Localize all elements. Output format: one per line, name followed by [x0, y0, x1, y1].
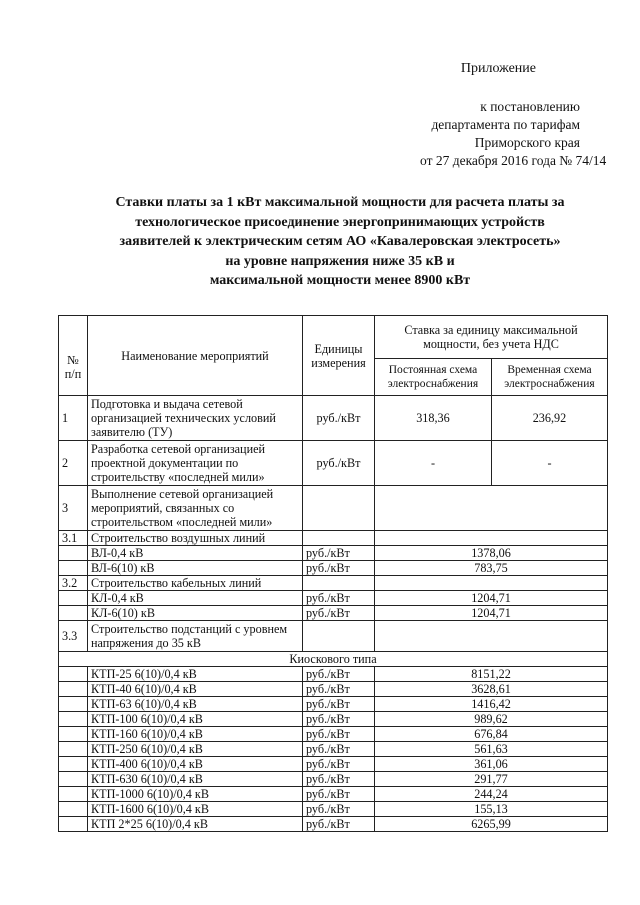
row-unit: руб./кВт: [303, 682, 375, 697]
row-unit: руб./кВт: [303, 697, 375, 712]
row-name: КТП-1000 6(10)/0,4 кВ: [88, 787, 303, 802]
row-value: 1416,42: [375, 697, 608, 712]
subheader-row: [59, 652, 608, 667]
row-name: КТП-40 6(10)/0,4 кВ: [88, 682, 303, 697]
row-name: Строительство подстанций с уровнем напряжения до 35 кВ: [88, 621, 303, 652]
table-row: [59, 606, 608, 621]
table-row: [59, 441, 608, 486]
row-value: 291,77: [375, 772, 608, 787]
table-row: [59, 546, 608, 561]
row-name: КТП-400 6(10)/0,4 кВ: [88, 757, 303, 772]
header-num: № п/п: [59, 316, 88, 396]
row-unit: руб./кВт: [303, 742, 375, 757]
row-name: Подготовка и выдача сетевой организацией технических условий заявителю (ТУ): [88, 396, 303, 441]
title-line: на уровне напряжения ниже 35 кВ и: [225, 253, 455, 269]
table-row: [59, 396, 608, 441]
row-name: КТП-25 6(10)/0,4 кВ: [88, 667, 303, 682]
appendix-title: Приложение: [460, 61, 536, 76]
title-line: технологическое присоединение энергопринимающих устройств: [135, 214, 545, 230]
row-name: Строительство кабельных линий: [88, 576, 303, 591]
row-value: 561,63: [375, 742, 608, 757]
row-name: КТП-1600 6(10)/0,4 кВ: [88, 802, 303, 817]
row-unit: руб./кВт: [303, 817, 375, 832]
table-row: [59, 817, 608, 832]
row-unit: руб./кВт: [303, 441, 375, 486]
row-value: 8151,22: [375, 667, 608, 682]
section-row: [59, 576, 608, 591]
row-name: ВЛ-0,4 кВ: [88, 546, 303, 561]
row-unit: руб./кВт: [303, 606, 375, 621]
row-value: 244,24: [375, 787, 608, 802]
table-row: [59, 486, 608, 531]
row-value: 1378,06: [375, 546, 608, 561]
row-temporary: -: [491, 441, 607, 486]
row-name: КТП-160 6(10)/0,4 кВ: [88, 727, 303, 742]
appendix-block: [420, 60, 607, 170]
row-value: 1204,71: [375, 606, 608, 621]
table-row: [59, 787, 608, 802]
row-unit: руб./кВт: [303, 591, 375, 606]
title-line: заявителей к электрическим сетям АО «Кавалеровская электросеть»: [119, 234, 561, 249]
table-row: [59, 772, 608, 787]
appendix-line: от 27 декабря 2016 года № 74/14: [420, 153, 607, 168]
table-row: [59, 757, 608, 772]
table-row: [59, 697, 608, 712]
row-value: 783,75: [375, 561, 608, 576]
row-temporary: 236,92: [491, 396, 607, 441]
section-row: [59, 531, 608, 546]
table-row: [59, 727, 608, 742]
row-num: 3: [59, 486, 88, 531]
row-name: ВЛ-6(10) кВ: [88, 561, 303, 576]
row-name: КТП-63 6(10)/0,4 кВ: [88, 697, 303, 712]
header-row: [59, 316, 608, 359]
row-name: КЛ-6(10) кВ: [88, 606, 303, 621]
header-permanent: Постоянная схема электроснабжения: [375, 359, 492, 396]
row-unit: руб./кВт: [303, 772, 375, 787]
row-value: 3628,61: [375, 682, 608, 697]
row-unit: руб./кВт: [303, 712, 375, 727]
row-unit: руб./кВт: [303, 802, 375, 817]
appendix-line: к постановлению: [480, 99, 580, 114]
appendix-line: департамента по тарифам: [431, 117, 580, 132]
header-temporary: Временная схема электроснабжения: [491, 359, 607, 396]
row-num: 3.1: [59, 531, 88, 546]
table-row: [59, 561, 608, 576]
appendix-line: Приморского края: [474, 135, 580, 150]
row-name: КТП-630 6(10)/0,4 кВ: [88, 772, 303, 787]
row-name: Строительство воздушных линий: [88, 531, 303, 546]
row-unit: руб./кВт: [303, 546, 375, 561]
row-value: 989,62: [375, 712, 608, 727]
section-row: [59, 621, 608, 652]
row-value: 1204,71: [375, 591, 608, 606]
row-unit: руб./кВт: [303, 727, 375, 742]
row-num: 3.3: [59, 621, 88, 652]
table-row: [59, 667, 608, 682]
row-num: 2: [59, 441, 88, 486]
table-row: [59, 802, 608, 817]
row-value: 676,84: [375, 727, 608, 742]
rates-table: [58, 315, 608, 832]
table-row: [59, 742, 608, 757]
row-name: КТП 2*25 6(10)/0,4 кВ: [88, 817, 303, 832]
table-row: [59, 712, 608, 727]
row-name: Разработка сетевой организацией проектной документации по строительству «последней мили»: [88, 441, 303, 486]
title-line: максимальной мощности менее 8900 кВт: [209, 273, 471, 288]
title-line: Ставки платы за 1 кВт максимальной мощности для расчета платы за: [115, 195, 565, 210]
row-name: КТП-250 6(10)/0,4 кВ: [88, 742, 303, 757]
row-num: 1: [59, 396, 88, 441]
row-unit: руб./кВт: [303, 787, 375, 802]
row-value: 6265,99: [375, 817, 608, 832]
header-unit: Единицы измерения: [303, 316, 375, 396]
row-name: Выполнение сетевой организацией мероприятий, связанных со строительством «последней мили»: [88, 486, 303, 531]
row-num: 3.2: [59, 576, 88, 591]
kiosk-type-label: Киоскового типа: [59, 652, 608, 667]
table-row: [59, 682, 608, 697]
row-unit: руб./кВт: [303, 757, 375, 772]
row-unit: руб./кВт: [303, 396, 375, 441]
table-row: [59, 591, 608, 606]
header-name: Наименование мероприятий: [88, 316, 303, 396]
row-value: 155,13: [375, 802, 608, 817]
row-name: КТП-100 6(10)/0,4 кВ: [88, 712, 303, 727]
row-value: 361,06: [375, 757, 608, 772]
row-name: КЛ-0,4 кВ: [88, 591, 303, 606]
row-permanent: 318,36: [375, 396, 492, 441]
header-rate: Ставка за единицу максимальной мощности, без учета НДС: [375, 316, 608, 359]
row-unit: руб./кВт: [303, 561, 375, 576]
row-permanent: -: [375, 441, 492, 486]
row-unit: руб./кВт: [303, 667, 375, 682]
document-title: [70, 193, 610, 291]
